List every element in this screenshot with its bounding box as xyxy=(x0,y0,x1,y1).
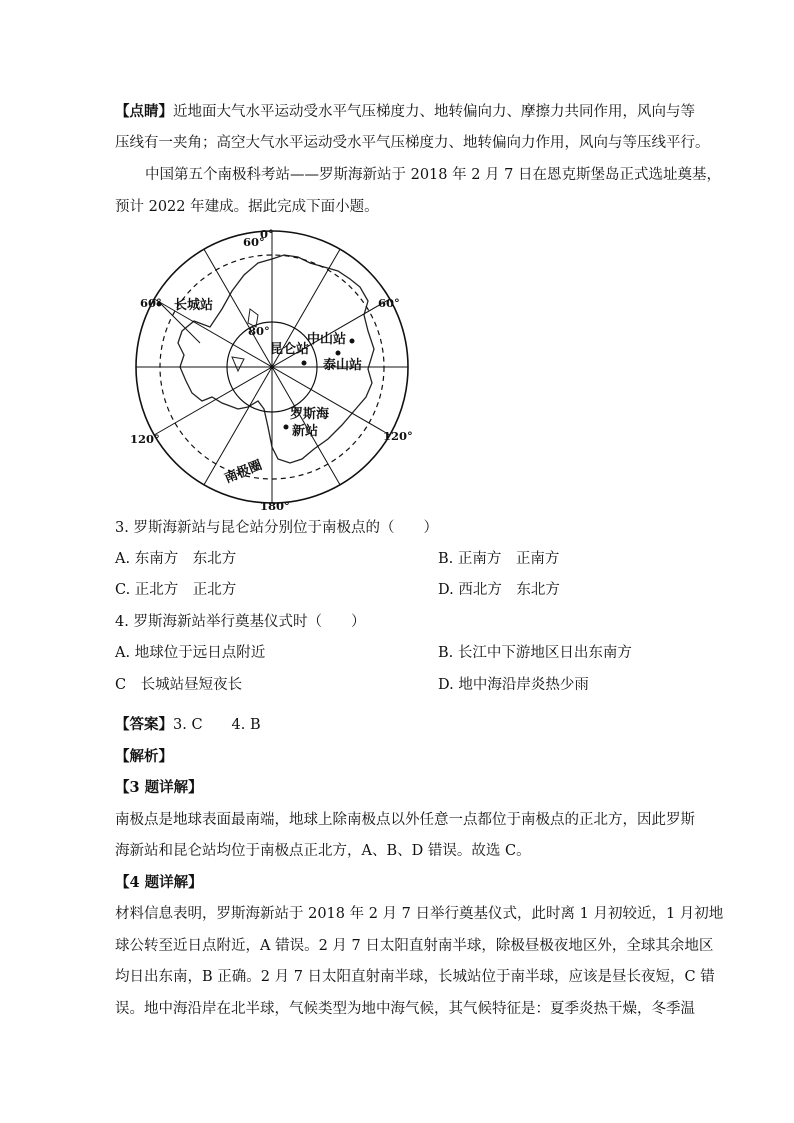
tip-tag: 【点睛】 xyxy=(115,103,173,120)
label-rossnew-2: 新站 xyxy=(292,424,319,439)
q3-option-d: D. 西北方 东北方 xyxy=(438,582,560,598)
tip-line-2: 压线有一夹角；高空大气水平运动受水平气压梯度力、地转偏向力作用，风向与等压线平行。 xyxy=(115,135,710,151)
label-taishan: 泰山站 xyxy=(323,358,363,373)
q3-stem: 3. 罗斯海新站与昆仑站分别位于南极点的（ ） xyxy=(115,520,438,536)
q4-option-c: C 长城站昼短夜长 xyxy=(115,677,243,693)
kunlun-station-dot xyxy=(302,361,307,366)
q3-option-c: C. 正北方 正北方 xyxy=(115,582,237,598)
label-kunlun: 昆仑站 xyxy=(270,342,310,357)
q4-option-b: B. 长江中下游地区日出东南方 xyxy=(438,645,632,661)
taishan-station-dot xyxy=(336,351,341,356)
label-80-deg: 80° xyxy=(248,324,270,338)
analysis-tag: 【解析】 xyxy=(115,748,173,765)
detail4-line-2: 球公转至近日点附近，A 错误。2 月 7 日太阳直射南半球，除极昼极夜地区外，全球其余地区 xyxy=(115,938,714,954)
q4-option-a: A. 地球位于远日点附近 xyxy=(115,645,266,661)
detail4-tag: 【4 题详解】 xyxy=(115,874,203,891)
q4-stem: 4. 罗斯海新站举行奠基仪式时（ ） xyxy=(115,614,366,630)
label-120-left: 120° xyxy=(130,432,160,446)
intro-line-1: 中国第五个南极科考站——罗斯海新站于 2018 年 2 月 7 日在恩克斯堡岛正式选址奠基， xyxy=(145,167,722,183)
intro-line-2: 预计 2022 年建成。据此完成下面小题。 xyxy=(115,199,379,215)
label-180-deg: 180° xyxy=(260,499,290,513)
detail4-line-3: 均日出东南，B 正确。2 月 7 日太阳直射南半球，长城站位于南半球，应该是昼长夜短，C 错 xyxy=(115,969,715,985)
label-changcheng: 长城站 xyxy=(174,298,214,313)
detail3-tag: 【3 题详解】 xyxy=(115,779,203,796)
detail4-line-4: 误。地中海沿岸在北半球，气候类型为地中海气候，其气候特征是：夏季炎热干燥，冬季温 xyxy=(115,1001,695,1017)
detail4-line-1: 材料信息表明，罗斯海新站于 2018 年 2 月 7 日举行奠基仪式，此时离 1 月初较近，1 月初地 xyxy=(115,906,724,922)
label-60-left: 60° xyxy=(140,296,162,310)
label-antarctic-circle: 南极圈 xyxy=(222,457,265,487)
meridian-lines xyxy=(136,231,408,503)
label-0-deg: 0° xyxy=(260,227,274,241)
q3-option-b: B. 正南方 正南方 xyxy=(438,551,560,567)
q3-option-a: A. 东南方 东北方 xyxy=(115,551,237,567)
tip-line-1 xyxy=(115,102,695,122)
tip-text-1: 近地面大气水平运动受水平气压梯度力、地转偏向力、摩擦力共同作用，风向与等 xyxy=(173,104,695,120)
label-60-top-left: 60° xyxy=(243,235,265,249)
zhongshan-station-dot xyxy=(350,339,355,344)
answer-text: 3. C 4. B xyxy=(173,717,261,733)
label-60-right: 60° xyxy=(378,296,400,310)
detail3-line-1: 南极点是地球表面最南端，地球上除南极点以外任意一点都位于南极点的正北方，因此罗斯 xyxy=(115,812,695,828)
label-120-right: 120° xyxy=(383,429,413,443)
answer-line xyxy=(115,715,261,735)
detail3-line-2: 海新站和昆仑站均位于南极点正北方，A、B、D 错误。故选 C。 xyxy=(115,843,531,859)
answer-tag: 【答案】 xyxy=(115,716,173,733)
label-rossnew-1: 罗斯海 xyxy=(290,407,330,422)
label-zhongshan: 中山站 xyxy=(307,332,347,347)
antarctica-map xyxy=(130,225,420,515)
q4-option-d: D. 地中海沿岸炎热少雨 xyxy=(438,677,589,693)
rossnew-station-dot xyxy=(284,425,289,430)
